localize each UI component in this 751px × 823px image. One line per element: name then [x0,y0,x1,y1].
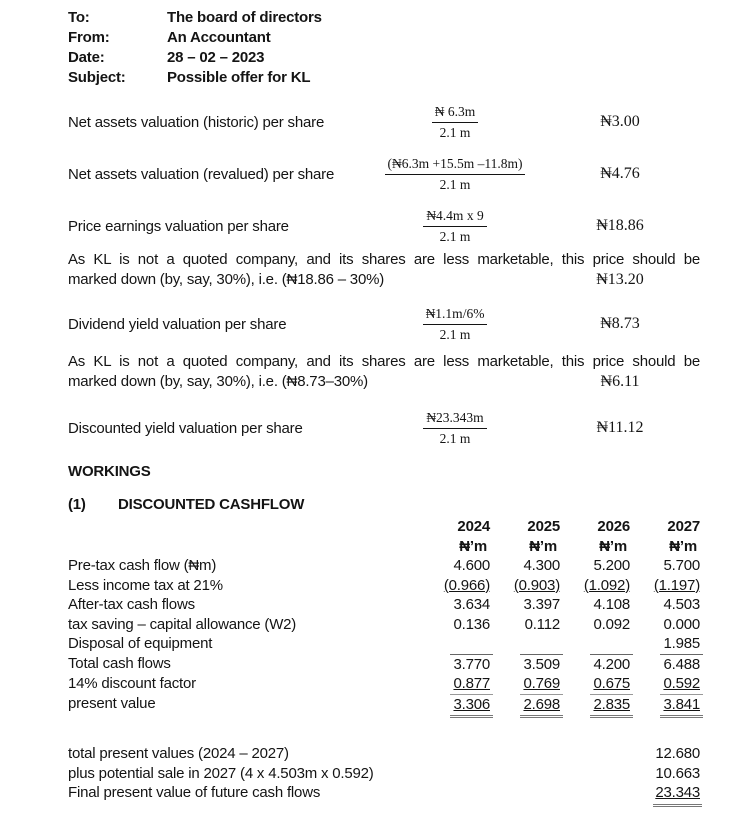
value-cell: (1.197) [653,576,700,594]
value-cell: 3.509 [490,654,560,675]
memo-from-row [68,28,700,48]
memo-to-label: To: [68,9,90,26]
value-cell: (0.966) [443,576,490,594]
valuation-fraction [335,156,575,192]
fraction-denominator: 2.1 m [439,326,471,342]
value-cell: 5.700 [663,557,700,574]
summary-value: 12.680 [655,745,700,762]
fraction-denominator: 2.1 m [439,430,471,446]
summary-label: Final present value of future cash flows [68,784,321,801]
value-cell: (1.092) [583,576,630,594]
workings-heading: WORKINGS [68,463,151,480]
valuation-label: Net assets valuation (historic) per share [68,113,325,131]
memo-header [68,8,700,88]
memo-to-value: The board of directors [167,9,322,26]
value-cell: 3.841 [630,694,700,719]
value-cell: 3.770 [420,654,490,675]
valuation-result: ₦3.00 [600,113,640,130]
valuation-result: ₦4.76 [600,165,640,182]
value-cell: 4.200 [560,654,630,675]
value-cell: 3.634 [453,596,490,613]
table-row-pretax [68,556,700,576]
valuation-label: Net assets valuation (revalued) per share [68,165,335,183]
value-cell: 0.877 [453,675,490,692]
memo-from-label: From: [68,29,110,46]
valuation-fraction [335,410,575,446]
row-label: Disposal of equipment [68,635,213,652]
value-cell: 0.769 [523,675,560,692]
value-cell: 2.835 [560,694,630,719]
unit-header-row [68,537,700,557]
discounted-cashflow-table [68,517,700,718]
summary-row-total-pv [68,744,700,764]
valuation-row-price-earnings [68,204,700,248]
value-cell: 4.108 [593,596,630,613]
fraction-numerator: ₦1.1m/6% [423,306,488,325]
valuation-result: ₦18.86 [596,217,644,234]
markdown-note-dividend [68,352,700,392]
valuation-label: Price earnings valuation per share [68,217,289,235]
valuation-row-revalued [68,152,700,196]
note-line1: As KL is not a quoted company, and its shares are less marketable, this price should be [68,251,700,268]
fraction-numerator: ₦4.4m x 9 [423,208,486,227]
note-line2: marked down (by, say, 30%), i.e. (₦18.86 – 30%) [68,271,385,288]
value-cell: 0.112 [524,615,560,633]
valuation-row-historic [68,100,700,144]
value-cell: 0.592 [663,675,700,692]
fraction-numerator: (₦6.3m +15.5m –11.8m) [385,156,526,175]
fraction-denominator: 2.1 m [439,176,471,192]
row-label: Pre-tax cash flow (₦m) [68,557,217,574]
year-cell: 2027 [667,518,700,535]
memo-date-label: Date: [68,49,105,66]
note-result: ₦6.11 [600,373,640,390]
note-result: ₦13.20 [596,271,644,288]
memo-subject-value: Possible offer for KL [167,69,311,86]
table-row-aftertax [68,595,700,615]
value-cell: (0.903) [513,576,560,594]
value-cell: 3.397 [523,596,560,613]
value-cell [490,634,560,654]
unit-cell: ₦’m [459,537,487,555]
memo-to-row [68,8,700,28]
summary-label: total present values (2024 – 2027) [68,745,289,762]
table-row-present-value [68,694,700,719]
table-row-total-cashflows [68,654,700,675]
unit-cell: ₦’m [669,537,697,555]
value-cell [420,634,490,654]
row-label: Total cash flows [68,654,171,672]
memo-date-value: 28 – 02 – 2023 [167,49,265,66]
valuation-label: Discounted yield valuation per share [68,419,303,437]
value-cell: 0.675 [593,675,630,692]
valuation-fraction [335,208,575,244]
valuation-label: Dividend yield valuation per share [68,315,287,333]
valuation-result: ₦8.73 [600,315,640,332]
valuation-fraction [335,306,575,342]
year-header-row [68,517,700,537]
value-cell: 1.985 [663,635,700,652]
value-cell: 4.600 [453,557,490,574]
row-label: tax saving – capital allowance (W2) [68,615,297,633]
valuation-row-dividend-yield [68,302,700,346]
note-line1: As KL is not a quoted company, and its shares are less marketable, this price should be [68,353,700,370]
working1-heading [68,495,700,515]
value-cell [560,634,630,654]
memo-from-value: An Accountant [167,29,271,46]
unit-cell: ₦’m [599,537,627,555]
markdown-note-pe [68,250,700,290]
row-label: 14% discount factor [68,675,196,692]
value-cell: 6.488 [630,654,700,675]
table-row-disposal [68,634,700,654]
row-label: Less income tax at 21% [68,576,223,594]
value-cell: 5.200 [593,557,630,574]
present-value-summary [68,744,700,807]
valuation-result: ₦11.12 [596,419,644,436]
table-row-income-tax [68,576,700,596]
valuation-fraction [335,104,575,140]
year-cell: 2024 [457,518,490,535]
unit-cell: ₦’m [529,537,557,555]
fraction-numerator: ₦23.343m [423,410,486,429]
table-row-tax-saving [68,615,700,635]
summary-row-potential-sale [68,764,700,784]
note-line2: marked down (by, say, 30%), i.e. (₦8.73–30%) [68,373,368,390]
row-label: After-tax cash flows [68,596,195,613]
table-row-discount-factor [68,674,700,694]
summary-label: plus potential sale in 2027 (4 x 4.503m x 0.592) [68,764,374,782]
memo-subject-row [68,68,700,88]
value-cell: 0.136 [453,615,490,633]
year-cell: 2026 [597,518,630,535]
year-cell: 2025 [527,518,560,535]
value-cell: 0.000 [663,615,700,633]
summary-row-final-pv [68,783,700,807]
valuation-row-discounted-yield [68,406,700,450]
value-cell: 2.698 [490,694,560,719]
summary-value: 10.663 [655,764,700,782]
value-cell: 0.092 [593,615,630,633]
memo-date-row [68,48,700,68]
memo-subject-label: Subject: [68,69,126,86]
row-label: present value [68,694,156,712]
summary-value: 23.343 [630,783,700,807]
fraction-denominator: 2.1 m [439,124,471,140]
working-number: (1) [68,496,86,513]
value-cell: 4.300 [523,557,560,574]
working-title: DISCOUNTED CASHFLOW [118,496,305,513]
value-cell: 3.306 [420,694,490,719]
value-cell: 4.503 [663,596,700,613]
fraction-denominator: 2.1 m [439,228,471,244]
fraction-numerator: ₦ 6.3m [432,104,479,123]
